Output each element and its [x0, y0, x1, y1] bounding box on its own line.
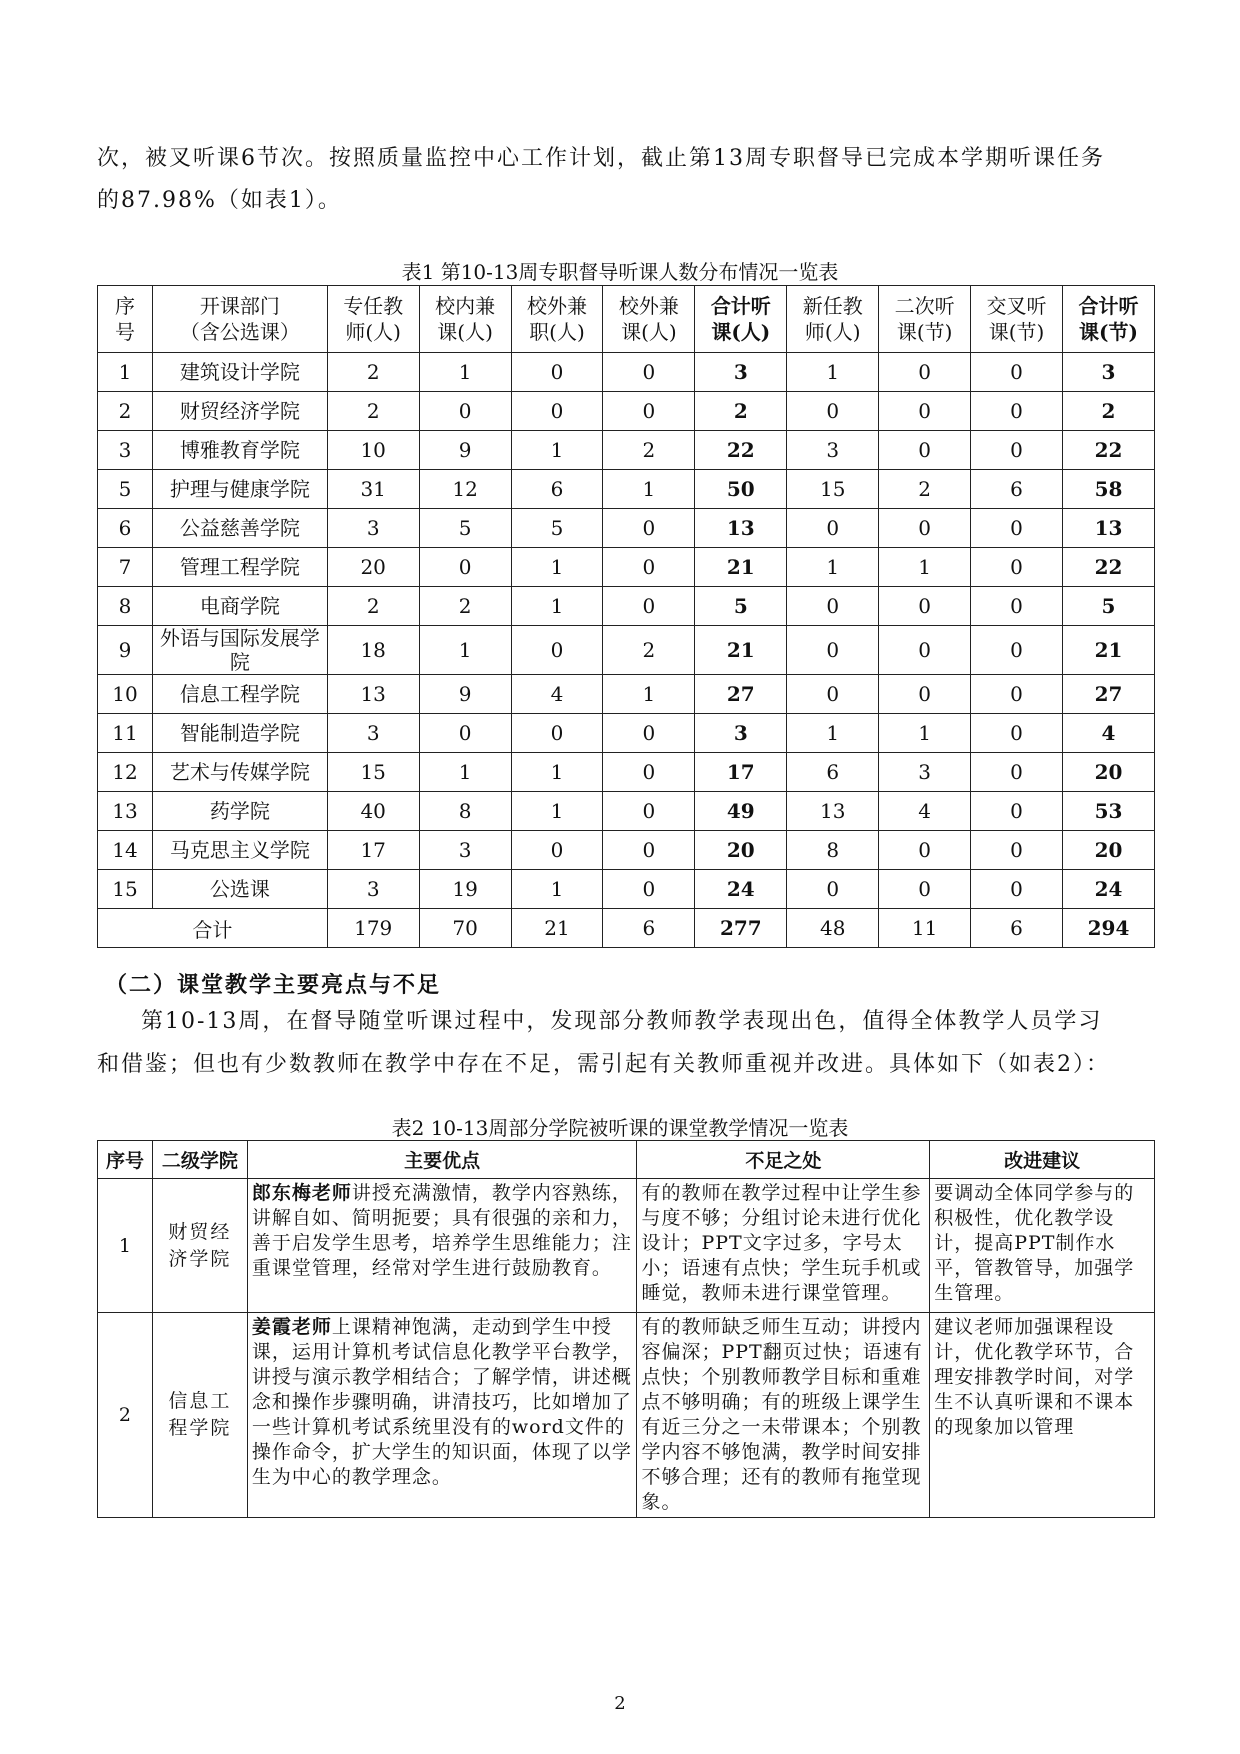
table1-cell: 0 [603, 548, 695, 587]
table1-cell: 0 [971, 548, 1063, 587]
table1-cell: 22 [1063, 548, 1155, 587]
table1-cell: 2 [327, 587, 419, 626]
table1-cell: 6 [787, 753, 879, 792]
table1-cell: 0 [787, 626, 879, 675]
table1-row [98, 587, 1155, 626]
table1-cell: 2 [879, 470, 971, 509]
table1-cell: 13 [787, 792, 879, 831]
table1-cell: 15 [787, 470, 879, 509]
table1-row [98, 753, 1155, 792]
table1-header-cell [511, 286, 603, 353]
table1-cell: 建筑设计学院 [152, 353, 327, 392]
table1-cell: 3 [787, 431, 879, 470]
table1-total-cell: 70 [419, 909, 511, 948]
table1-cell: 6 [971, 470, 1063, 509]
table1-header-text: 交叉听 [986, 294, 1047, 318]
table1-cell: 0 [971, 626, 1063, 675]
table1-header-cell [971, 286, 1063, 353]
table1-cell: 公选课 [152, 870, 327, 909]
table2-row [98, 1313, 1155, 1518]
table1-cell: 17 [327, 831, 419, 870]
table1-cell: 9 [98, 626, 153, 675]
table1-cell: 22 [1063, 431, 1155, 470]
table1-cell: 1 [603, 675, 695, 714]
table1-header-text: 序 [114, 294, 135, 318]
table1-cell: 管理工程学院 [152, 548, 327, 587]
table1-cell: 0 [511, 626, 603, 675]
table1-cell: 3 [695, 353, 787, 392]
table1-row [98, 470, 1155, 509]
section-line-2: 和借鉴；但也有少数教师在教学中存在不足，需引起有关教师重视并改进。具体如下（如表2）： [97, 1052, 1111, 1077]
table1-header-text: 合计听 [710, 294, 771, 318]
table2-header-row [98, 1141, 1155, 1179]
table1-cell: 0 [879, 626, 971, 675]
table1-cell: 24 [1063, 870, 1155, 909]
table1-cell: 0 [971, 675, 1063, 714]
table1-cell: 2 [603, 431, 695, 470]
table2-header-cell: 不足之处 [637, 1141, 930, 1179]
table1-cell: 5 [511, 509, 603, 548]
table1-cell: 药学院 [152, 792, 327, 831]
table1-cell: 9 [419, 675, 511, 714]
table1-cell: 1 [511, 431, 603, 470]
table2-header-cell: 改进建议 [930, 1141, 1155, 1179]
table2-header-cell: 主要优点 [247, 1141, 637, 1179]
table1-cell: 0 [879, 870, 971, 909]
teacher-name: 郎东梅老师 [251, 1182, 352, 1204]
table1-cell: 0 [971, 714, 1063, 753]
table1-cell: 18 [327, 626, 419, 675]
table1-cell: 11 [98, 714, 153, 753]
table1-cell: 0 [971, 431, 1063, 470]
table1-cell: 2 [695, 392, 787, 431]
table1-row [98, 675, 1155, 714]
table1-cell: 13 [695, 509, 787, 548]
table1-cell: 0 [879, 392, 971, 431]
table1-header-cell [603, 286, 695, 353]
intro-line-1: 次，被叉听课6节次。按照质量监控中心工作计划，截止第13周专职督导已完成本学期听课任务 [97, 146, 1105, 171]
table1-cell: 53 [1063, 792, 1155, 831]
table1-cell: 8 [98, 587, 153, 626]
table1-cell: 0 [603, 792, 695, 831]
table1-cell: 0 [971, 792, 1063, 831]
table1-cell: 1 [787, 353, 879, 392]
table1-total-cell: 294 [1063, 909, 1155, 948]
table1-cell: 电商学院 [152, 587, 327, 626]
table1-row [98, 548, 1155, 587]
table1-cell: 31 [327, 470, 419, 509]
table1-row [98, 431, 1155, 470]
table1-cell: 0 [879, 431, 971, 470]
table1 [97, 285, 1155, 948]
table1-cell: 0 [511, 353, 603, 392]
table1-cell: 6 [511, 470, 603, 509]
table1-cell: 1 [419, 626, 511, 675]
table1-cell: 3 [879, 753, 971, 792]
table1-header-text: 专任教 [343, 294, 404, 318]
table1-header-cell [327, 286, 419, 353]
table1-total-cell: 6 [971, 909, 1063, 948]
table1-cell: 20 [1063, 753, 1155, 792]
table1-cell: 7 [98, 548, 153, 587]
table1-header-cell [98, 286, 153, 353]
table1-header-cell [695, 286, 787, 353]
table2-merits-cell [247, 1313, 637, 1518]
table1-header-cell [1063, 286, 1155, 353]
table1-cell: 0 [787, 509, 879, 548]
table1-cell: 智能制造学院 [152, 714, 327, 753]
table1-header-text: 课(节) [1079, 320, 1138, 344]
table1-cell: 0 [419, 392, 511, 431]
table1-cell: 6 [98, 509, 153, 548]
table1-cell: 5 [1063, 587, 1155, 626]
table1-cell: 5 [695, 587, 787, 626]
table1-total-cell: 21 [511, 909, 603, 948]
table1-cell: 1 [787, 714, 879, 753]
table1-cell: 21 [695, 626, 787, 675]
table1-cell: 0 [787, 587, 879, 626]
table1-cell: 0 [511, 392, 603, 431]
table1-total-row [98, 909, 1155, 948]
table1-header-text: 校内兼 [435, 294, 496, 318]
table1-cell: 财贸经济学院 [152, 392, 327, 431]
table1-row [98, 626, 1155, 675]
table1-cell: 3 [98, 431, 153, 470]
table1-row [98, 831, 1155, 870]
table1-cell: 2 [327, 392, 419, 431]
table1-cell: 2 [327, 353, 419, 392]
table1-header-text: 开课部门 [199, 294, 280, 318]
table1-cell: 0 [603, 753, 695, 792]
table1-cell: 0 [971, 509, 1063, 548]
table1-cell: 1 [98, 353, 153, 392]
table1-cell: 8 [419, 792, 511, 831]
table1-cell: 0 [971, 392, 1063, 431]
table1-cell: 3 [327, 509, 419, 548]
table1-cell: 20 [695, 831, 787, 870]
table1-cell: 58 [1063, 470, 1155, 509]
table1-cell: 2 [98, 392, 153, 431]
table1-cell: 2 [419, 587, 511, 626]
merits-text: 上课精神饱满，走动到学生中授课，运用计算机考试信息化教学平台教学，讲授与演示教学相结合；了解学情，讲述概念和操作步骤明确，讲清技巧，比如增加了一些计算机考试系统里没有的word文件的操作命令，扩大学生的知识面，体现了以学生为中心的教学理念。 [251, 1316, 632, 1488]
table1-total-cell: 11 [879, 909, 971, 948]
table1-row [98, 353, 1155, 392]
teacher-name: 姜霞老师 [251, 1316, 332, 1338]
table1-cell: 15 [98, 870, 153, 909]
table1-cell: 0 [603, 392, 695, 431]
table1-header-text: 职(人) [529, 320, 585, 344]
table1-cell: 0 [787, 870, 879, 909]
table1-cell: 15 [327, 753, 419, 792]
table1-cell: 49 [695, 792, 787, 831]
table1-cell: 0 [603, 831, 695, 870]
table1-cell: 0 [603, 587, 695, 626]
table1-caption: 表1 第10-13周专职督导听课人数分布情况一览表 [401, 260, 839, 284]
table1-header-cell [787, 286, 879, 353]
section-heading: （二）课堂教学主要亮点与不足 [105, 972, 442, 998]
table1-cell: 0 [879, 675, 971, 714]
table1-cell: 50 [695, 470, 787, 509]
table1-header-text: 课(节) [896, 320, 953, 344]
table1-header-cell [152, 286, 327, 353]
table2-shortcomings-cell: 有的教师缺乏师生互动；讲授内容偏深；PPT翻页过快；语速有点快；个别教师教学目标和重难点不够明确；有的班级上课学生有近三分之一未带课本；个别教学内容不够饱满，教学时间安排不够合理；还有的教师有拖堂现象。 [637, 1313, 930, 1518]
table1-total-cell: 179 [327, 909, 419, 948]
table1-header-text: 师(人) [345, 320, 401, 344]
table2-suggestions-cell: 建议老师加强课程设计，优化教学环节，合理安排教学时间，对学生不认真听课和不课本的现象加以管理 [930, 1313, 1155, 1518]
table1-total-cell: 48 [787, 909, 879, 948]
table1-cell: 20 [327, 548, 419, 587]
table1-cell: 24 [695, 870, 787, 909]
table1-row [98, 792, 1155, 831]
table1-cell: 0 [971, 870, 1063, 909]
table1-cell: 3 [327, 870, 419, 909]
table1-cell: 2 [603, 626, 695, 675]
table1-cell: 0 [787, 675, 879, 714]
table1-cell: 0 [603, 714, 695, 753]
table1-cell: 4 [1063, 714, 1155, 753]
table1-cell: 1 [511, 587, 603, 626]
table1-cell: 艺术与传媒学院 [152, 753, 327, 792]
table1-cell: 12 [98, 753, 153, 792]
table1-cell: 博雅教育学院 [152, 431, 327, 470]
table1-cell: 10 [98, 675, 153, 714]
table2-suggestions-cell: 要调动全体同学参与的积极性，优化教学设计，提高PPT制作水平，管教管导，加强学生管理。 [930, 1179, 1155, 1313]
table1-cell: 外语与国际发展学院 [152, 626, 327, 675]
table2-shortcomings-cell: 有的教师在教学过程中让学生参与度不够；分组讨论未进行优化设计；PPT文字过多，字号太小；语速有点快；学生玩手机或睡觉，教师未进行课堂管理。 [637, 1179, 930, 1313]
table1-cell: 3 [1063, 353, 1155, 392]
table1-cell: 40 [327, 792, 419, 831]
table1-cell: 0 [879, 509, 971, 548]
table1-cell: 3 [419, 831, 511, 870]
table1-cell: 27 [695, 675, 787, 714]
table1-cell: 马克思主义学院 [152, 831, 327, 870]
table1-cell: 0 [971, 587, 1063, 626]
table1-cell: 0 [603, 870, 695, 909]
table1-cell: 10 [327, 431, 419, 470]
table1-header-text: 课(人) [437, 320, 493, 344]
table2-college-cell: 信息工程学院 [152, 1313, 247, 1518]
table1-cell: 0 [511, 714, 603, 753]
table1-cell: 21 [695, 548, 787, 587]
table1-header-cell [419, 286, 511, 353]
merits-text: 讲授充满激情，教学内容熟练，讲解自如、简明扼要；具有很强的亲和力，善于启发学生思考，培养学生思维能力；注重课堂管理，经常对学生进行鼓励教育。 [251, 1182, 632, 1279]
table1-cell: 1 [511, 548, 603, 587]
table1-cell: 信息工程学院 [152, 675, 327, 714]
table2 [97, 1140, 1155, 1518]
table1-cell: 13 [1063, 509, 1155, 548]
table1-row [98, 870, 1155, 909]
table1-cell: 13 [327, 675, 419, 714]
table1-cell: 0 [971, 353, 1063, 392]
table1-header-text: 师(人) [804, 320, 861, 344]
table2-caption: 表2 10-13周部分学院被听课的课堂教学情况一览表 [391, 1116, 849, 1140]
table1-cell: 17 [695, 753, 787, 792]
table1-header-cell [879, 286, 971, 353]
table1-cell: 9 [419, 431, 511, 470]
table1-row [98, 392, 1155, 431]
table1-cell: 1 [511, 870, 603, 909]
table1-header-text: 课(人) [711, 320, 771, 344]
table1-header-text: 课(节) [988, 320, 1045, 344]
table1-cell: 0 [511, 831, 603, 870]
table1-header-text: 合计听 [1078, 294, 1139, 318]
table1-header-text: 校外兼 [527, 294, 587, 318]
table1-cell: 22 [695, 431, 787, 470]
table1-cell: 2 [1063, 392, 1155, 431]
table1-header-text: 新任教 [802, 294, 863, 318]
table1-cell: 3 [695, 714, 787, 753]
section-line-1: 第10-13周，在督导随堂听课过程中，发现部分教师教学表现出色，值得全体教学人员学习 [141, 1009, 1103, 1034]
table1-cell: 1 [511, 792, 603, 831]
table1-cell: 1 [419, 753, 511, 792]
table2-merits-cell [247, 1179, 637, 1313]
table1-cell: 公益慈善学院 [152, 509, 327, 548]
table1-header-text: 课(人) [621, 320, 677, 344]
table2-header-cell: 二级学院 [152, 1141, 247, 1179]
table1-cell: 14 [98, 831, 153, 870]
table1-cell: 27 [1063, 675, 1155, 714]
table1-cell: 0 [971, 753, 1063, 792]
table2-college-cell: 财贸经济学院 [152, 1179, 247, 1313]
table1-cell: 5 [98, 470, 153, 509]
table1-cell: 0 [603, 509, 695, 548]
table2-index-cell: 2 [98, 1313, 153, 1518]
table1-cell: 4 [511, 675, 603, 714]
table1-cell: 3 [327, 714, 419, 753]
table2-row [98, 1179, 1155, 1313]
table1-cell: 1 [787, 548, 879, 587]
table1-cell: 13 [98, 792, 153, 831]
table1-header-row [98, 286, 1155, 353]
table1-header-text: （含公选课） [179, 320, 300, 344]
table1-row [98, 714, 1155, 753]
table1-cell: 1 [879, 714, 971, 753]
table1-header-text: 号 [114, 320, 135, 344]
page-number: 2 [614, 1693, 626, 1714]
table1-cell: 21 [1063, 626, 1155, 675]
table1-cell: 护理与健康学院 [152, 470, 327, 509]
table1-total-cell: 6 [603, 909, 695, 948]
table2-header-cell: 序号 [98, 1141, 153, 1179]
table1-cell: 1 [419, 353, 511, 392]
table1-cell: 0 [419, 548, 511, 587]
table1-cell: 4 [879, 792, 971, 831]
table1-cell: 0 [603, 353, 695, 392]
table1-cell: 19 [419, 870, 511, 909]
table1-cell: 0 [879, 587, 971, 626]
table1-cell: 12 [419, 470, 511, 509]
table1-cell: 8 [787, 831, 879, 870]
table1-cell: 0 [787, 392, 879, 431]
table1-cell: 1 [879, 548, 971, 587]
table1-header-text: 二次听 [894, 294, 955, 318]
table1-total-cell: 277 [695, 909, 787, 948]
table1-cell: 20 [1063, 831, 1155, 870]
table1-total-cell: 合计 [98, 909, 328, 948]
table1-header-text: 校外兼 [618, 294, 679, 318]
table1-cell: 0 [419, 714, 511, 753]
table1-cell: 0 [879, 353, 971, 392]
table1-cell: 5 [419, 509, 511, 548]
table1-cell: 0 [971, 831, 1063, 870]
intro-line-2: 的87.98%（如表1）。 [97, 188, 342, 213]
table1-cell: 0 [879, 831, 971, 870]
table1-row [98, 509, 1155, 548]
table1-cell: 1 [603, 470, 695, 509]
table1-cell: 1 [511, 753, 603, 792]
table2-index-cell: 1 [98, 1179, 153, 1313]
